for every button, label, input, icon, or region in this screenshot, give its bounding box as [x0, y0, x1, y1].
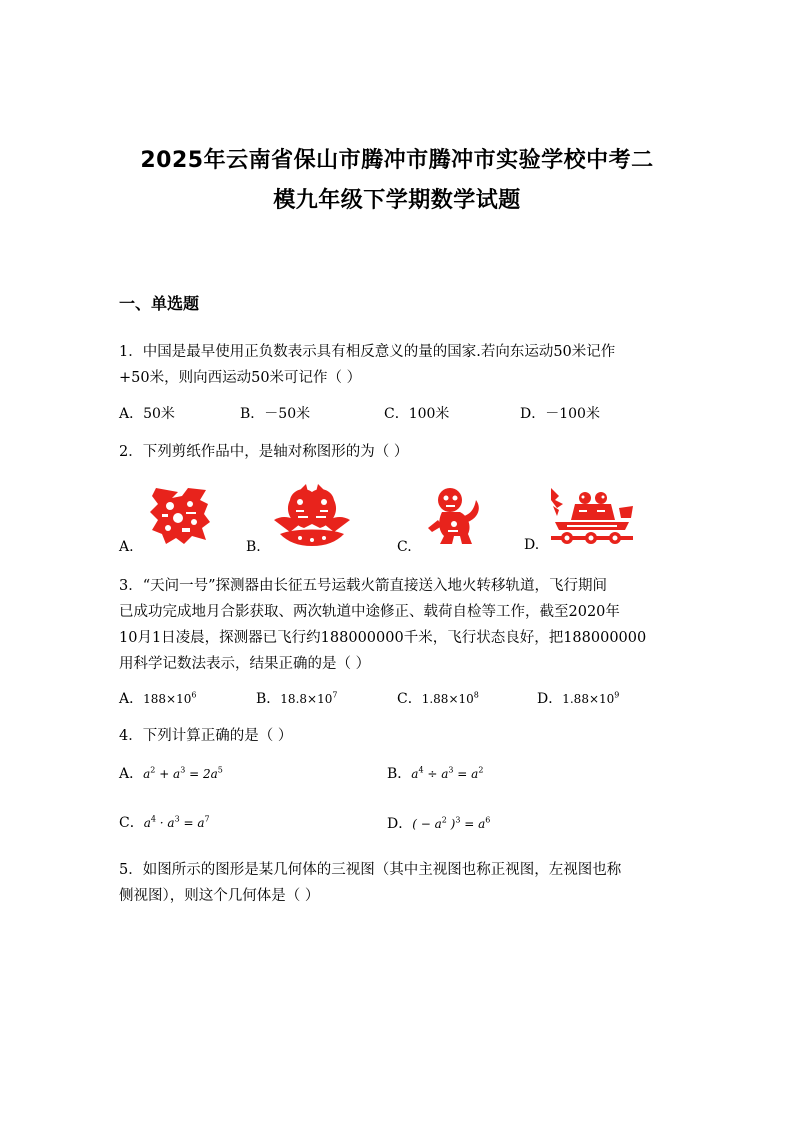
papercut-monkey-icon [424, 486, 484, 548]
q4-option-a: A．$a^2 + a^3 = 2a^5$ [119, 765, 223, 782]
q2-option-b-label: B. [246, 539, 261, 555]
question-2: 2．下列剪纸作品中，是轴对称图形的为（ ） [119, 444, 409, 460]
q3-option-c: C．$1.88\times 10^8$ [397, 690, 479, 707]
q2-option-d-label: D. [524, 537, 540, 553]
question-3 [119, 573, 679, 677]
question-1-line-1: 1．中国是最早使用正负数表示具有相反意义的量的国家.若向东运动50米记作 [119, 344, 616, 360]
question-3-line-2: 已成功完成地月合影获取、两次轨道中途修正、载荷自检等工作，截至2020年 [119, 604, 620, 620]
question-1-line-2: +50米，则向西运动50米可记作（ ） [119, 370, 362, 386]
q1-option-b: B．－50米 [240, 406, 311, 422]
title-line-2: 模九年级下学期数学试题 [273, 188, 521, 213]
question-3-line-4: 用科学记数法表示，结果正确的是（ ） [119, 656, 371, 672]
question-4: 4．下列计算正确的是（ ） [119, 728, 293, 744]
q4-option-b: B．$a^4 \div a^3 = a^2$ [387, 765, 484, 782]
q1-option-c: C．100米 [384, 406, 450, 422]
question-3-line-3: 10月1日凌晨，探测器已飞行约188000000千米，飞行状态良好，把188000000 [119, 630, 647, 646]
papercut-character-icon [148, 484, 214, 548]
question-5-line-1: 5．如图所示的图形是某几何体的三视图（其中主视图也称正视图，左视图也称 [119, 862, 622, 878]
q3-option-a: A．$188\times 10^6$ [119, 690, 197, 707]
q4-option-c: C．$a^4 \cdot a^3 = a^7$ [119, 814, 210, 831]
q1-option-d: D．－100米 [520, 406, 600, 422]
q4-option-d: D．( − $a^2$ )$^3 = a^6$ [387, 815, 491, 832]
page-title [90, 141, 704, 221]
question-1 [119, 339, 679, 391]
q1-option-a: A．50米 [119, 406, 175, 422]
q2-option-c-label: C. [397, 539, 412, 555]
question-5 [119, 857, 679, 909]
papercut-twin-fish-icon [270, 484, 354, 548]
question-3-line-1: 3．“天问一号”探测器由长征五号运载火箭直接送入地火转移轨道，飞行期间 [119, 578, 608, 594]
q3-option-d: D．$1.88\times 10^9$ [537, 690, 620, 707]
section-heading: 一、单选题 [119, 294, 200, 313]
question-5-line-2: 侧视图），则这个几何体是（ ） [119, 888, 320, 904]
q2-option-a-label: A. [119, 539, 134, 555]
q3-option-b: B．$18.8\times 10^7$ [256, 690, 338, 707]
title-line-1: 2025年云南省保山市腾冲市腾冲市实验学校中考二 [140, 148, 654, 173]
papercut-dragon-boat-icon [547, 486, 635, 548]
